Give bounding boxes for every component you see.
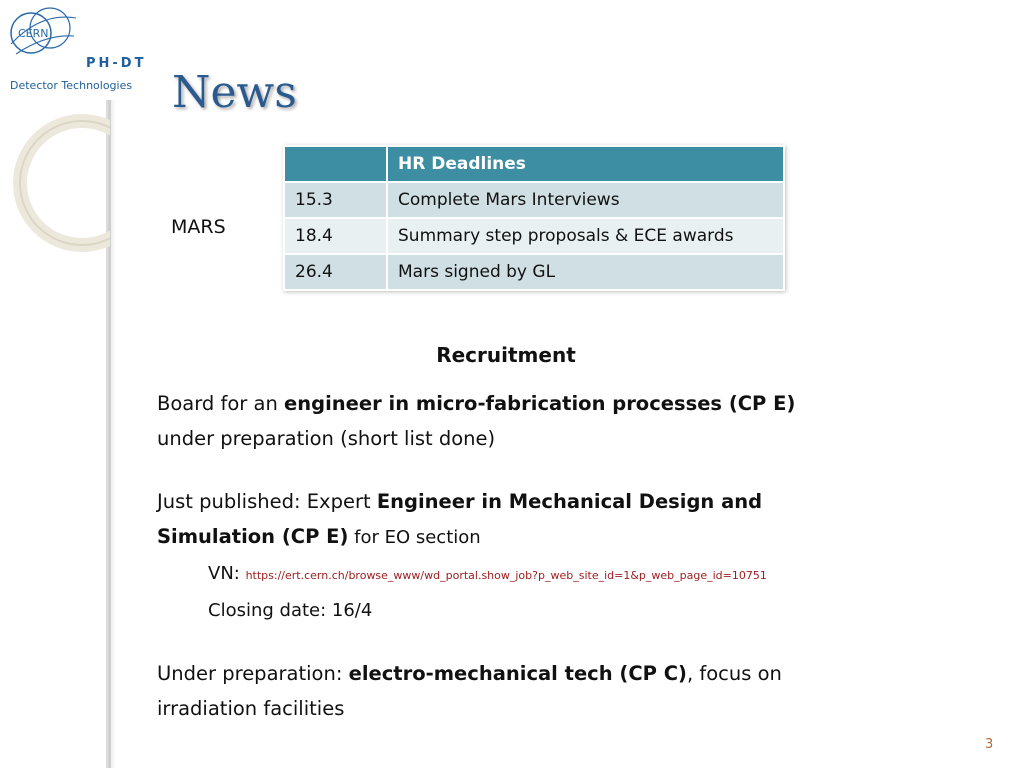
slide-title: News	[172, 67, 297, 118]
table-header-row	[284, 146, 784, 182]
page-number: 3	[985, 737, 994, 752]
deadline-task: Summary step proposals & ECE awards	[387, 218, 784, 254]
item2-line1	[157, 484, 947, 519]
deadline-task: Complete Mars Interviews	[387, 182, 784, 218]
cern-logo-text: CERN	[18, 27, 49, 40]
closing-date: Closing date: 16/4	[208, 600, 373, 621]
cern-phdt-logo	[0, 0, 150, 100]
item1-line1	[157, 386, 947, 421]
item3-position: electro-mechanical tech (CP C)	[348, 662, 687, 685]
deadline-date: 18.4	[284, 218, 387, 254]
item2-prefix: Just published: Expert	[157, 490, 377, 513]
table-header-date	[284, 146, 387, 182]
recruitment-heading: Recruitment	[436, 343, 576, 367]
table-row	[284, 254, 784, 290]
group-name: PH-DT	[86, 56, 147, 71]
deadline-date: 26.4	[284, 254, 387, 290]
item2-position-part2: Simulation (CP E)	[157, 525, 349, 548]
item3-prefix: Under preparation:	[157, 662, 349, 685]
item1-position: engineer in micro-fabrication processes (CP E)	[284, 392, 796, 415]
item1-prefix: Board for an	[157, 392, 285, 415]
mars-label: MARS	[171, 216, 226, 238]
item2-line2	[157, 519, 947, 555]
hr-deadlines-table	[283, 145, 785, 291]
item1-line2: under preparation (short list done)	[157, 427, 496, 450]
deadline-task: Mars signed by GL	[387, 254, 784, 290]
item2-position-part1: Engineer in Mechanical Design and	[376, 490, 763, 513]
deadline-date: 15.3	[284, 182, 387, 218]
vn-link[interactable]: https://ert.cern.ch/browse_www/wd_portal.show_job?p_web_site_id=1&p_web_page_id=10751	[245, 569, 767, 582]
table-row	[284, 182, 784, 218]
item3-line2: irradiation facilities	[157, 697, 345, 720]
group-subtitle: Detector Technologies	[10, 79, 133, 92]
table-header-deadlines: HR Deadlines	[387, 146, 784, 182]
item2-vn-line	[157, 555, 947, 593]
item2-suffix: for EO section	[348, 527, 481, 548]
item3-suffix: , focus on	[686, 662, 782, 685]
vn-label: VN:	[208, 563, 246, 584]
recruitment-body	[157, 386, 947, 726]
cern-logo-icon	[6, 4, 78, 62]
table-row	[284, 218, 784, 254]
item3-line1	[157, 656, 947, 691]
decorative-rings	[0, 95, 110, 255]
